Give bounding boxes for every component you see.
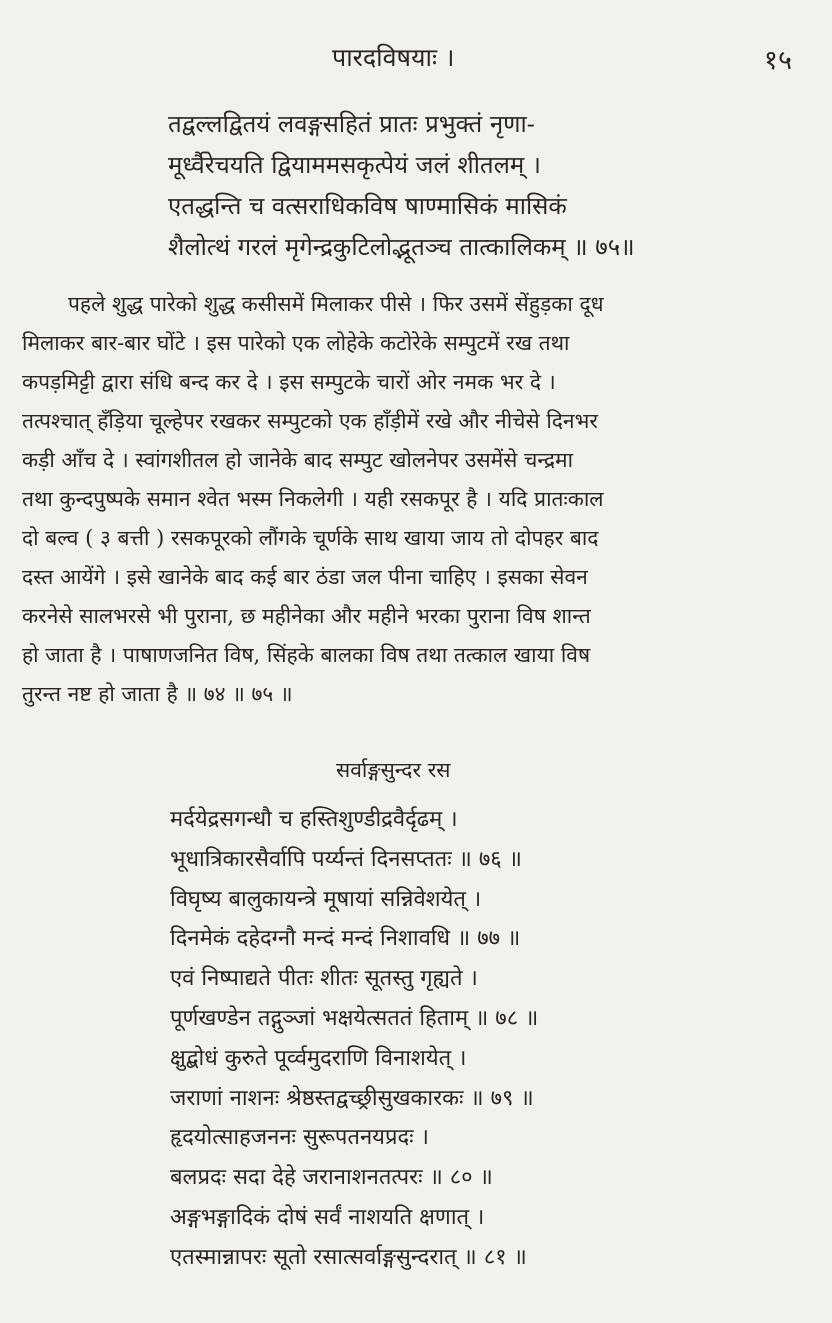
verse-block-75 xyxy=(168,104,788,268)
verse-line: दिनमेकं दहेदग्नौ मन्दं मन्दं निशावधि ॥ ७७ ॥ xyxy=(170,926,521,952)
commentary-line: दो बल्व ( ३ बत्ती ) रसकपूरको लौंगके चूर्णके साथ खाया जाय तो दोपहर बाद xyxy=(22,526,599,550)
verse-line: एवं निष्पाद्यते पीतः शीतः सूतस्तु गृह्यते । xyxy=(170,966,478,992)
verse-line: क्षुद्बोधं कुरुते पूर्व्वमुदराणि विनाशयेत् । xyxy=(170,1045,467,1071)
verse-line: भूधात्रिकारसैर्वापि पर्य्यन्तं दिनसप्ततः ॥ ७६ ॥ xyxy=(170,846,522,872)
commentary-line: तुरन्त नष्ट हो जाता है ॥ ७४ ॥ ७५ ॥ xyxy=(22,682,293,706)
verse-line: मर्दयेद्रसगन्धौ च हस्तिशुण्डीद्रवैर्दृढम् । xyxy=(170,807,458,832)
verse-line: एतस्मान्नापरः सूतो रसात्सर्वाङ्गसुन्दरात् ॥ ८१ ॥ xyxy=(170,1244,527,1270)
page-header xyxy=(0,40,832,80)
verse-line: एतद्धन्ति च वत्सराधिकविष षाण्मासिकं मासिकं xyxy=(168,192,567,220)
verse-line: अङ्गभङ्गादिकं दोषं सर्वं नाशयति क्षणात् । xyxy=(170,1204,485,1230)
commentary-line: पहले शुद्ध पारेको शुद्ध कसीसमें मिलाकर पीसे । फिर उसमें सेंहुड़का दूध xyxy=(68,292,604,316)
verse-line: हृदयोत्साहजननः सुरूपतनयप्रदः । xyxy=(170,1125,429,1151)
section-heading: सर्वाङ्गसुन्दर रस xyxy=(336,758,451,782)
commentary-line: दस्त आयेंगे । इसे खानेके बाद कई बार ठंडा जल पीना चाहिए । इसका सेवन xyxy=(22,565,588,589)
commentary-line: हो जाता है । पाषाणजनित विष, सिंहके बालका विष तथा तत्काल खाया विष xyxy=(22,643,591,667)
verse-line: तद्वल्लद्वितयं लवङ्गसहितं प्रातः प्रभुक्तं नृणा- xyxy=(168,110,535,138)
commentary-line: तत्पश्चात् हँड़िया चूल्हेपर रखकर सम्पुटको एक हाँड़ीमें रखे और नीचेसे दिनभर xyxy=(22,409,598,433)
verse-line: मूर्ध्वैरेचयति द्वियाममसकृत्पेयं जलं शीतलम् । xyxy=(168,151,541,179)
commentary-line: करनेसे सालभरसे भी पुराना, छ महीनेका और महीने भरका पुराना विष शान्त xyxy=(22,604,591,628)
commentary-line: मिलाकर बार-बार घोंटे । इस पारेको एक लोहेके कटोरेके सम्पुटमें रख तथा xyxy=(22,331,570,355)
verse-block-76-81 xyxy=(170,800,790,1278)
commentary-line: कड़ी आँच दे । स्वांगशीतल हो जानेके बाद सम्पुट खोलनेपर उसमेंसे चन्द्रमा xyxy=(22,448,574,472)
verse-line: विघृष्य बालुकायन्त्रे मूषायां सन्निवेशयेत् । xyxy=(170,886,482,912)
commentary-line: कपड़मिट्टी द्वारा संधि बन्द कर दे । इस सम्पुटके चारों ओर नमक भर दे । xyxy=(22,370,556,394)
verse-line: जराणां नाशनः श्रेष्ठस्तद्वच्छ्रीसुखकारकः ॥ ७९ ॥ xyxy=(170,1085,534,1111)
running-title: पारदविषयाः । xyxy=(332,43,455,72)
verse-line: शैलोत्थं गरलं मृगेन्द्रकुटिलोद्भूतञ्च तात्कालिकम् ॥ ७५॥ xyxy=(168,233,635,261)
commentary-line: तथा कुन्दपुष्पके समान श्वेत भस्म निकलेगी । यही रसकपूर है । यदि प्रातःकाल xyxy=(22,487,604,511)
commentary-paragraph xyxy=(22,285,802,714)
verse-line: बलप्रदः सदा देहे जरानाशनतत्परः ॥ ८० ॥ xyxy=(170,1165,493,1191)
page-number: १५ xyxy=(763,45,792,76)
verse-line: पूर्णखण्डेन तद्गुञ्जां भक्षयेत्सततं हिताम् ॥ ७८ ॥ xyxy=(170,1005,539,1031)
